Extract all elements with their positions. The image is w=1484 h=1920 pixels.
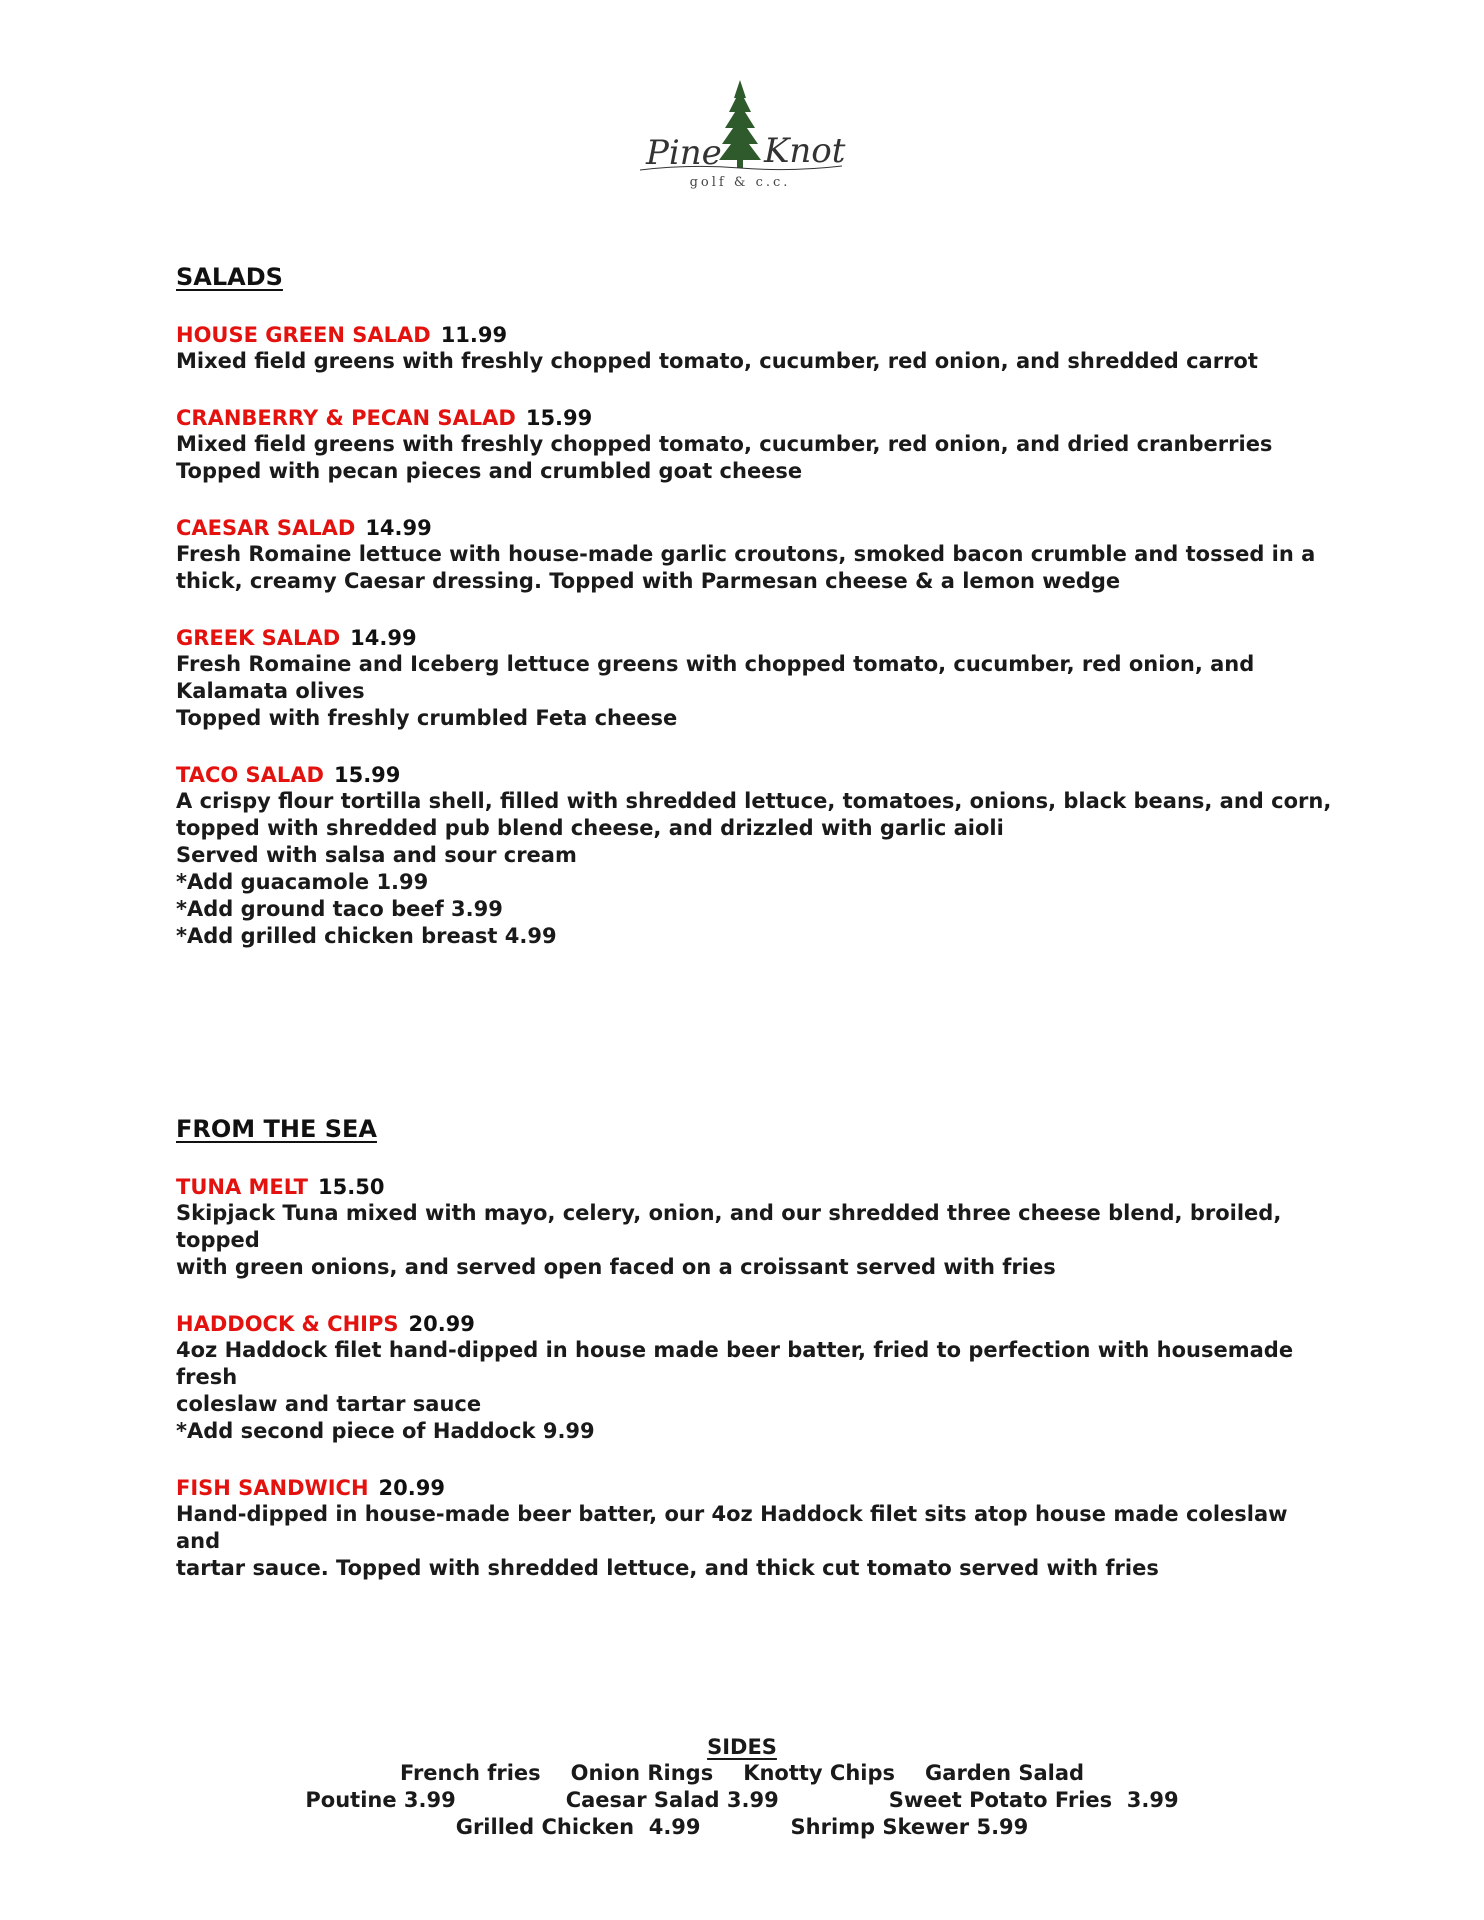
side-item: Shrimp Skewer 5.99: [790, 1815, 1029, 1839]
side-item: Knotty Chips: [743, 1761, 896, 1785]
menu-item-description: *Add second piece of Haddock 9.99: [176, 1419, 595, 1443]
sides-row: [0, 1760, 1484, 1787]
salads-title: SALADS: [176, 263, 283, 291]
logo-name-left: Pine: [646, 133, 722, 173]
menu-item-description: coleslaw and tartar sauce: [176, 1392, 482, 1416]
sides-row: [0, 1814, 1484, 1841]
side-item: Caesar Salad 3.99: [565, 1788, 779, 1812]
menu-item-description: Kalamata olives: [176, 679, 365, 703]
menu-item: [176, 1174, 1336, 1281]
menu-item-name: TUNA MELT: [176, 1175, 308, 1199]
menu-item-heading: [176, 625, 1336, 651]
side-item: Poutine 3.99: [305, 1788, 456, 1812]
menu-item-description: Fresh Romaine and Iceberg lettuce greens with chopped tomato, cucumber, red onion, and: [176, 652, 1255, 676]
menu-item-description: Hand-dipped in house-made beer batter, our 4oz Haddock filet sits atop house made coleslaw and: [176, 1502, 1288, 1553]
salads-section: [176, 262, 1336, 950]
menu-item-description: Topped with freshly crumbled Feta cheese: [176, 706, 678, 730]
menu-item-price: 15.99: [525, 406, 593, 430]
menu-item: [176, 1311, 1336, 1445]
menu-item-name: TACO SALAD: [176, 763, 324, 787]
menu-item-price: 15.50: [318, 1175, 385, 1199]
menu-item-description: Topped with pecan pieces and crumbled goat cheese: [176, 459, 803, 483]
menu-item-heading: [176, 1311, 1336, 1337]
menu-item-description: *Add grilled chicken breast 4.99: [176, 924, 557, 948]
menu-item-name: CRANBERRY & PECAN SALAD: [176, 406, 516, 430]
menu-item-name: CAESAR SALAD: [176, 516, 356, 540]
menu-item-description: Served with salsa and sour cream: [176, 843, 577, 867]
menu-item: [176, 322, 1336, 375]
menu-item-description: Mixed field greens with freshly chopped tomato, cucumber, red onion, and shredded carrot: [176, 349, 1258, 373]
menu-item-description: Fresh Romaine lettuce with house-made garlic croutons, smoked bacon crumble and tossed in a: [176, 542, 1316, 566]
menu-item: [176, 1475, 1336, 1582]
menu-item-price: 11.99: [440, 323, 508, 347]
sides-section: [0, 1734, 1484, 1841]
menu-item-description: topped with shredded pub blend cheese, and drizzled with garlic aioli: [176, 816, 1004, 840]
menu-item-heading: [176, 515, 1336, 541]
menu-item-name: HOUSE GREEN SALAD: [176, 323, 431, 347]
menu-item-name: HADDOCK & CHIPS: [176, 1312, 399, 1336]
menu-item-description: *Add ground taco beef 3.99: [176, 897, 503, 921]
menu-item: [176, 515, 1336, 595]
sea-title: FROM THE SEA: [176, 1115, 377, 1143]
menu-item: [176, 762, 1336, 950]
pine-knot-logo: [630, 78, 850, 196]
menu-item-price: 15.99: [333, 763, 401, 787]
side-item: Grilled Chicken 4.99: [455, 1815, 701, 1839]
side-item: Garden Salad: [925, 1761, 1085, 1785]
menu-item-description: with green onions, and served open faced on a croissant served with fries: [176, 1255, 1056, 1279]
menu-item-heading: [176, 405, 1336, 431]
menu-item-description: tartar sauce. Topped with shredded lettuce, and thick cut tomato served with fries: [176, 1556, 1159, 1580]
menu-item-description: 4oz Haddock filet hand-dipped in house made beer batter, fried to perfection with housemade fresh: [176, 1338, 1294, 1389]
sides-row: [0, 1787, 1484, 1814]
menu-item-description: A crispy flour tortilla shell, filled with shredded lettuce, tomatoes, onions, black beans, and corn,: [176, 789, 1332, 813]
side-item: Onion Rings: [570, 1761, 714, 1785]
logo-name-right: Knot: [764, 131, 846, 171]
menu-item-heading: [176, 322, 1336, 348]
from-the-sea-section: [176, 1114, 1336, 1582]
menu-item: [176, 405, 1336, 485]
menu-item-heading: [176, 1475, 1336, 1501]
menu-item-heading: [176, 762, 1336, 788]
menu-item: [176, 625, 1336, 732]
side-item: Sweet Potato Fries 3.99: [888, 1788, 1179, 1812]
pine-tree-logo-icon: [630, 78, 850, 196]
side-item: French fries: [399, 1761, 541, 1785]
menu-item-description: *Add guacamole 1.99: [176, 870, 429, 894]
menu-item-name: GREEK SALAD: [176, 626, 341, 650]
menu-item-description: Skipjack Tuna mixed with mayo, celery, onion, and our shredded three cheese blend, broiled, topped: [176, 1201, 1282, 1252]
menu-item-description: Mixed field greens with freshly chopped tomato, cucumber, red onion, and dried cranberries: [176, 432, 1273, 456]
logo-tagline: golf & c.c.: [689, 175, 791, 190]
menu-item-heading: [176, 1174, 1336, 1200]
menu-item-price: 20.99: [408, 1312, 475, 1336]
menu-item-price: 20.99: [378, 1476, 445, 1500]
menu-item-name: FISH SANDWICH: [176, 1476, 369, 1500]
menu-item-price: 14.99: [350, 626, 417, 650]
menu-item-description: thick, creamy Caesar dressing. Topped with Parmesan cheese & a lemon wedge: [176, 569, 1121, 593]
sides-title: SIDES: [707, 1735, 777, 1759]
menu-item-price: 14.99: [365, 516, 432, 540]
